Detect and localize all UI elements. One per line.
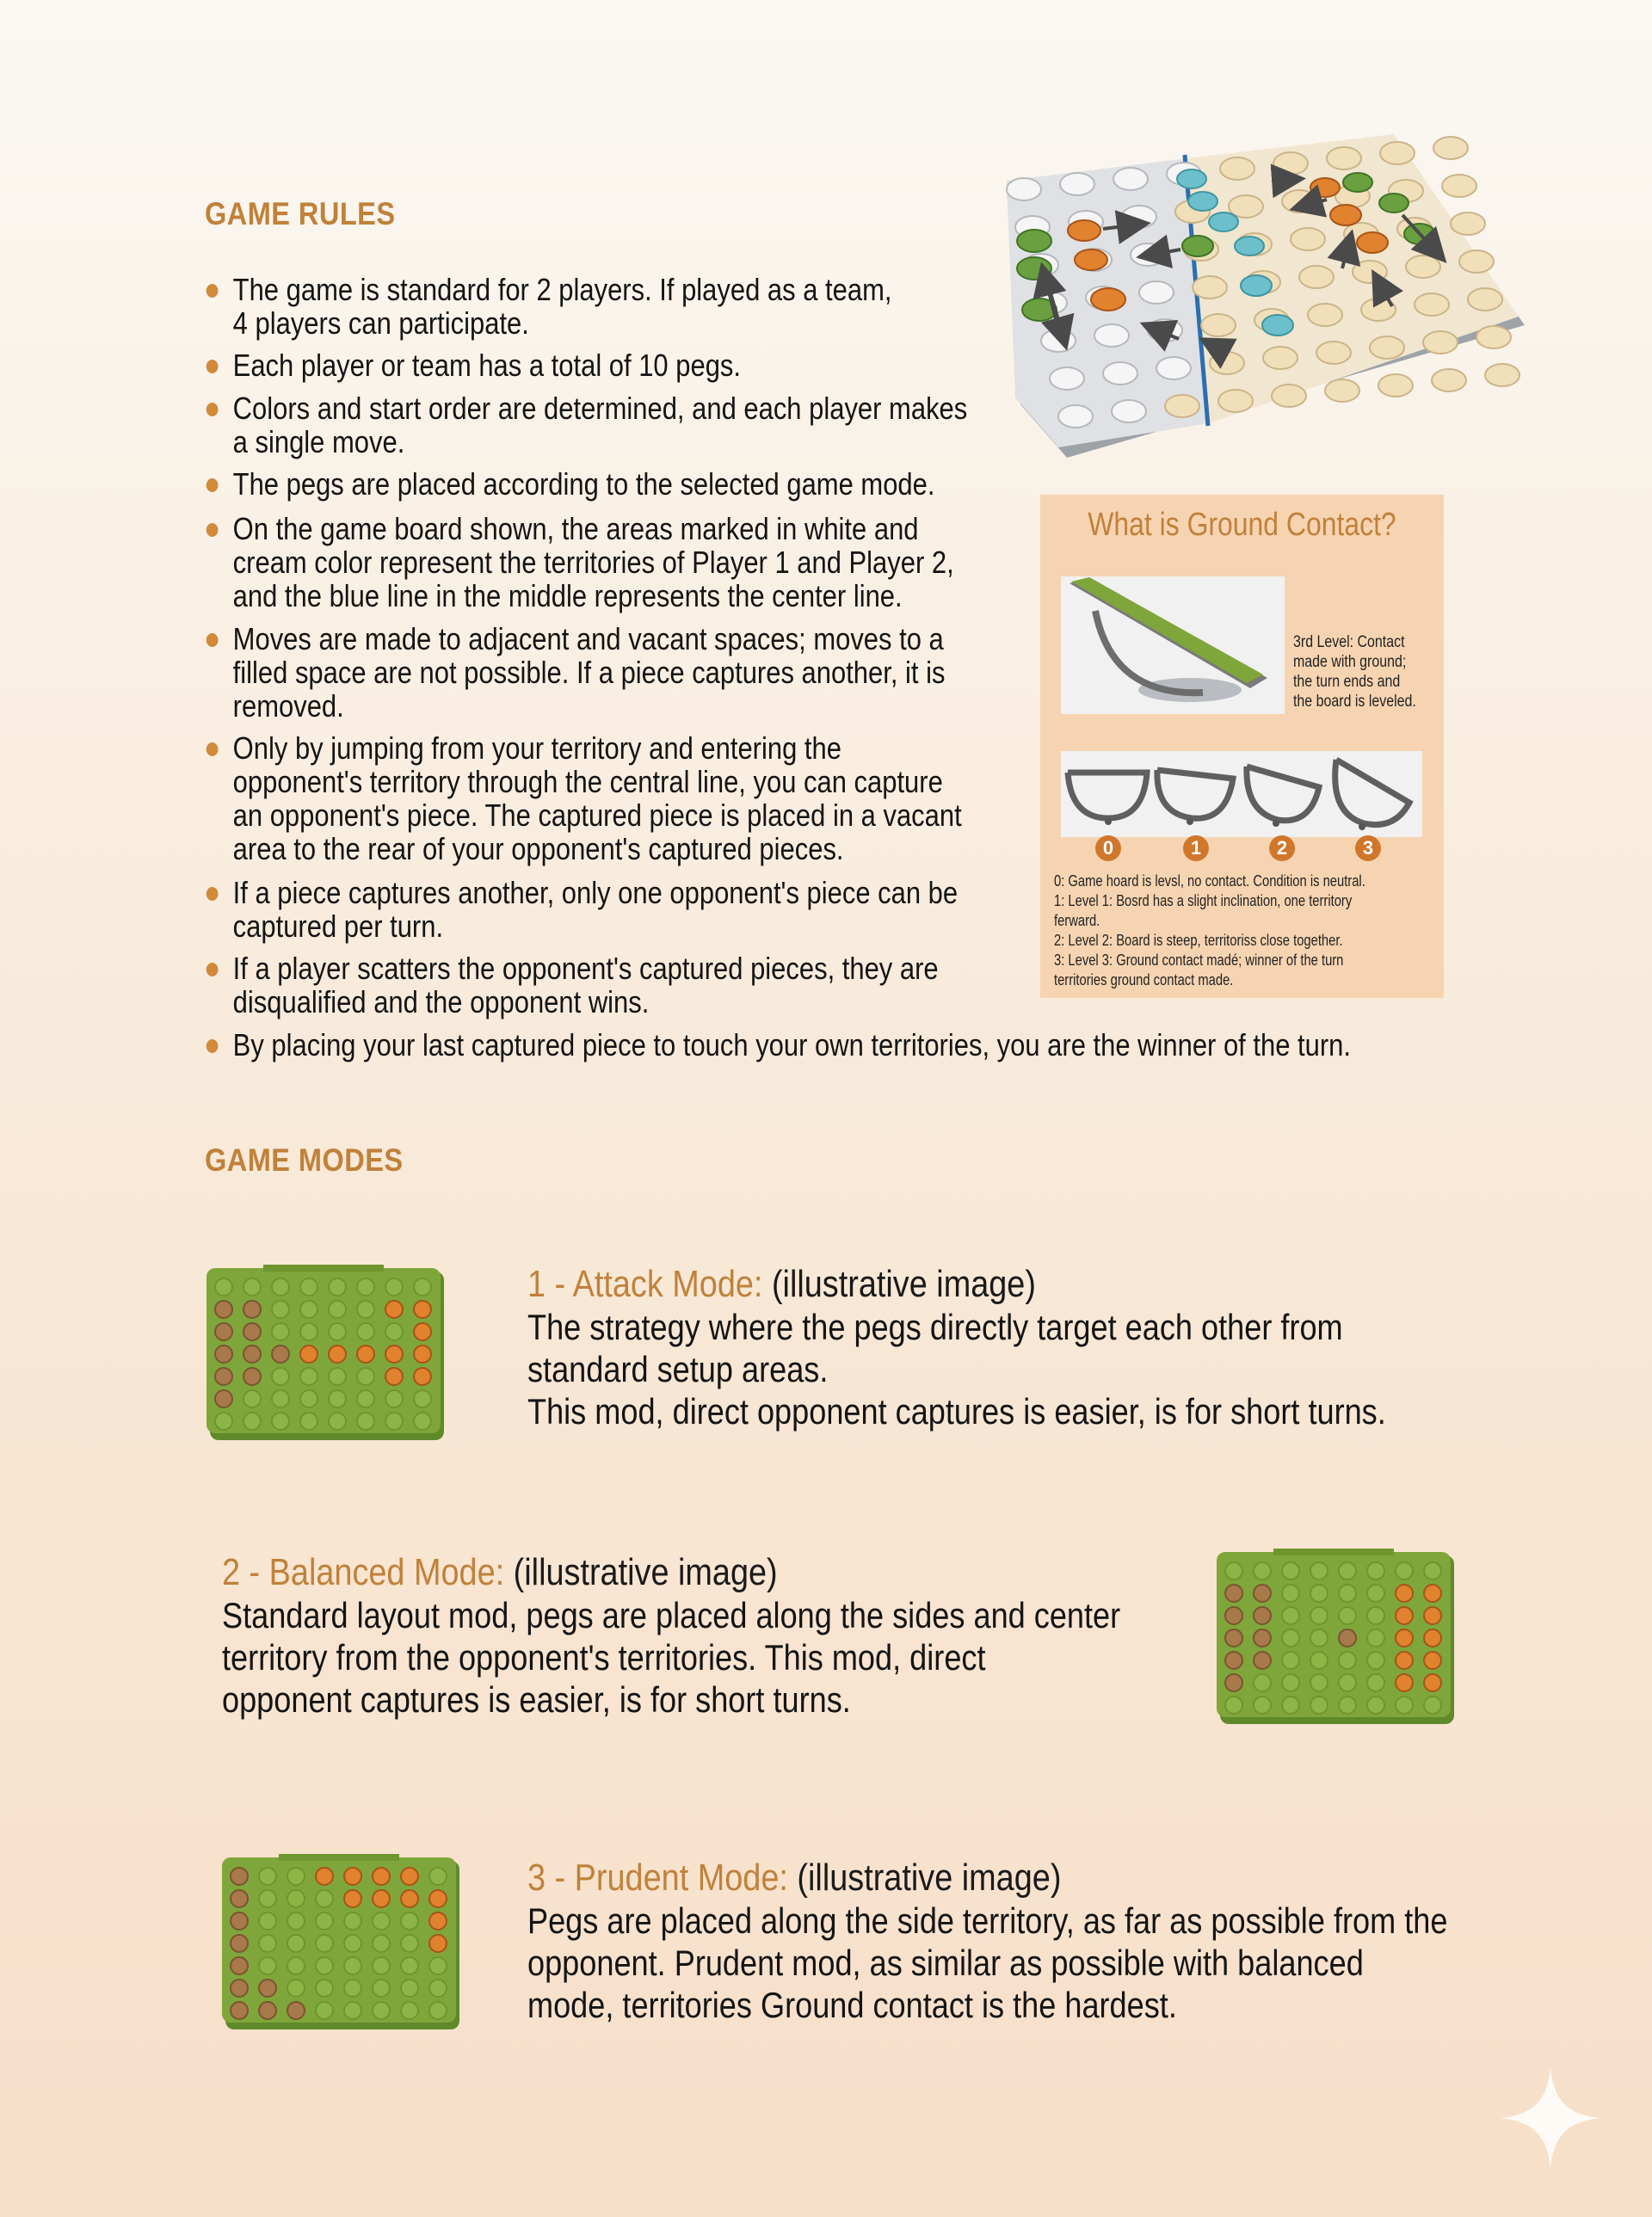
board-hole: [1442, 175, 1476, 197]
brown-peg: [1254, 1652, 1271, 1669]
board-hole: [1282, 1585, 1299, 1602]
board-hole: [1415, 293, 1449, 316]
attack-mode-description: The strategy where the pegs directly target each other from standard setup areas. This mod, direct opponent captures is easier, is for short turns.: [527, 1307, 1386, 1432]
brown-peg: [1225, 1585, 1242, 1602]
board-hole: [1282, 1652, 1299, 1669]
rule-item: [205, 1028, 1351, 1062]
rule-item: [205, 731, 962, 865]
orange-peg: [401, 1890, 418, 1907]
bullet-dot-icon: [206, 360, 219, 373]
sparkle-icon: [1499, 2066, 1602, 2170]
board-hole: [272, 1301, 289, 1318]
rule-item: [205, 467, 934, 501]
board-hole: [1254, 1674, 1271, 1691]
bullet-dot-icon: [206, 523, 219, 537]
orange-peg: [401, 1868, 418, 1885]
orange-peg: [429, 1890, 447, 1907]
board-hole: [1103, 362, 1137, 385]
brown-peg: [231, 1868, 248, 1885]
board-hole: [357, 1368, 374, 1385]
balanced-mode-board: [1213, 1549, 1461, 1729]
brown-peg: [1254, 1585, 1271, 1602]
board-notch: [263, 1265, 384, 1272]
board-hole: [1367, 1562, 1384, 1580]
brown-peg: [1225, 1652, 1242, 1669]
board-hole: [357, 1323, 374, 1340]
board-hole: [1339, 1652, 1356, 1669]
note-level-1: 1: Level 1: Bosrd has a slight inclination, one territory ferward.: [1054, 892, 1353, 929]
board-hole: [1310, 1652, 1328, 1669]
board-hole: [243, 1278, 261, 1296]
brown-peg: [259, 1980, 276, 1997]
board-hole: [1316, 342, 1351, 364]
board-hole: [272, 1390, 289, 1407]
board-hole: [287, 1935, 305, 1952]
board-hole: [316, 1912, 333, 1930]
board-hole: [259, 1912, 276, 1930]
bullet-dot-icon: [206, 742, 219, 756]
board-hole: [1310, 1585, 1328, 1602]
board-hole: [259, 1935, 276, 1952]
board-hole: [373, 2002, 390, 2019]
brown-peg: [1254, 1607, 1271, 1624]
board-hole: [300, 1323, 317, 1340]
brown-peg: [243, 1323, 261, 1340]
board-hole: [1139, 281, 1174, 304]
rules-title: GAME RULES: [205, 196, 396, 231]
board-hole: [401, 2002, 418, 2019]
rule-text: If a player scatters the opponent's captured pieces, they are disqualified and the opponent wins.: [232, 951, 939, 1019]
board-hole: [300, 1301, 317, 1318]
board-hole: [1468, 288, 1502, 311]
board-hole: [1433, 137, 1468, 159]
attack-mode-title: [527, 1263, 1452, 1306]
orange-peg: [1396, 1607, 1413, 1624]
orange-peg: [1424, 1607, 1441, 1624]
board-hole: [316, 1890, 333, 1907]
orange-peg: [1424, 1652, 1441, 1669]
bullet-dot-icon: [206, 963, 219, 976]
board-hole: [329, 1390, 346, 1407]
brown-peg: [287, 2002, 305, 2019]
board-hole: [1225, 1562, 1242, 1580]
board-hole: [1406, 256, 1440, 278]
board-hole: [401, 1980, 418, 1997]
board-hole: [344, 1935, 361, 1952]
board-hole: [429, 1868, 447, 1885]
board-hole: [357, 1413, 374, 1430]
brown-peg: [231, 1912, 248, 1930]
orange-peg: [1396, 1629, 1413, 1647]
orange-peg: [414, 1346, 431, 1363]
board-hole: [401, 1912, 418, 1930]
board-hole: [1396, 1697, 1413, 1714]
orange-peg: [414, 1323, 431, 1340]
board-hole: [1201, 314, 1236, 336]
board-hole: [385, 1390, 403, 1407]
board-hole: [300, 1413, 317, 1430]
rule-text: Colors and start order are determined, and each player makes a single move.: [232, 391, 968, 459]
board-hole: [414, 1278, 431, 1296]
board-surface: [1217, 1552, 1451, 1717]
attack-mode-name: 1 - Attack Mode:: [527, 1263, 763, 1305]
board-hole: [1459, 250, 1494, 273]
rule-text: Only by jumping from your territory and entering the opponent's territory through the central line, you can capture an opponent's piece. The captured piece is placed in a vacant area to the rear of your opponent's captured pieces.: [232, 730, 962, 866]
board-hole: [329, 1323, 346, 1340]
board-hole: [401, 1935, 418, 1952]
balanced-mode-title: [222, 1551, 1147, 1594]
orange-peg: [300, 1346, 317, 1363]
board-hole: [243, 1390, 261, 1407]
orange-peg: [329, 1346, 346, 1363]
board-hole: [344, 1912, 361, 1930]
brown-peg: [259, 2002, 276, 2019]
board-hole: [1254, 1697, 1271, 1714]
board-hole: [373, 1957, 390, 1974]
board-hole: [259, 1957, 276, 1974]
ground-contact-caption: 3rd Level: Contact made with ground; the turn ends and the board is leveled.: [1293, 633, 1416, 711]
board-hole: [1370, 336, 1404, 359]
rule-text: Moves are made to adjacent and vacant spaces; moves to a filled space are not possible. If a piece captures another, it is removed.: [232, 621, 946, 724]
board-hole: [1050, 367, 1084, 390]
orange-peg: [414, 1368, 431, 1385]
board-surface: [206, 1268, 441, 1433]
board-hole: [1325, 379, 1359, 402]
orange-peg: [1424, 1674, 1441, 1691]
board-hole: [329, 1278, 346, 1296]
orange-peg: [1396, 1585, 1413, 1602]
board-hole: [1112, 400, 1146, 422]
board-hole: [385, 1278, 403, 1296]
orange-peg: [357, 1346, 374, 1363]
note-level-2: 2: Level 2: Board is steep, territoriss close together.: [1054, 932, 1343, 949]
board-hole: [300, 1278, 317, 1296]
board-hole: [1339, 1585, 1356, 1602]
board-hole: [429, 2002, 447, 2019]
board-hole: [1156, 357, 1191, 379]
board-hole: [1041, 329, 1076, 352]
orange-peg: [1396, 1652, 1413, 1669]
orange-peg: [385, 1301, 403, 1318]
board-hole: [1339, 1607, 1356, 1624]
brown-peg: [243, 1368, 261, 1385]
board-hole: [1367, 1607, 1384, 1624]
board-hole: [329, 1368, 346, 1385]
board-hole: [1339, 1674, 1356, 1691]
bullet-dot-icon: [206, 284, 219, 298]
board-hole: [1432, 369, 1466, 391]
board-hole: [344, 1980, 361, 1997]
rule-item: [205, 622, 945, 723]
ground-contact-notes: [1054, 871, 1435, 990]
board-hole: [287, 1912, 305, 1930]
brown-peg: [231, 1957, 248, 1974]
brown-peg: [1339, 1629, 1356, 1647]
bullet-dot-icon: [206, 633, 219, 647]
brown-peg: [231, 1980, 248, 1997]
rule-text: By placing your last captured piece to touch your own territories, you are the winner of the turn.: [232, 1027, 1351, 1062]
tilted-board-illustration: [1061, 576, 1285, 714]
board-hole: [1367, 1585, 1384, 1602]
board-hole: [287, 1980, 305, 1997]
brown-peg: [272, 1346, 289, 1363]
rule-item: [205, 951, 939, 1019]
board-hole: [1282, 1697, 1299, 1714]
brown-peg: [215, 1346, 232, 1363]
modes-title: GAME MODES: [205, 1142, 404, 1178]
orange-peg: [373, 1868, 390, 1885]
board-notch: [1273, 1549, 1394, 1555]
rule-text: If a piece captures another, only one opponent's piece can be captured per turn.: [232, 875, 959, 944]
rule-item: [205, 273, 891, 340]
level-3-badge: 3: [1355, 835, 1381, 861]
board-hole: [373, 1935, 390, 1952]
rule-text: The game is standard for 2 players. If played as a team, 4 players can participate.: [232, 272, 892, 341]
board-hole: [385, 1413, 403, 1430]
brown-peg: [215, 1323, 232, 1340]
board-hole: [1273, 152, 1308, 175]
rule-item: [205, 391, 967, 459]
board-hole: [1291, 228, 1325, 250]
board-hole: [1282, 1629, 1299, 1647]
board-hole: [316, 2002, 333, 2019]
orange-peg: [429, 1935, 447, 1952]
board-hole: [1327, 147, 1361, 169]
board-hole: [300, 1368, 317, 1385]
board-hole: [1424, 1697, 1441, 1714]
orange-peg: [344, 1868, 361, 1885]
board-hole: [1367, 1674, 1384, 1691]
board-hole: [1310, 1697, 1328, 1714]
board-hole: [272, 1323, 289, 1340]
board-surface: [222, 1857, 456, 2023]
board-hole: [272, 1413, 289, 1430]
level-0-badge: 0: [1095, 835, 1121, 861]
orange-peg: [373, 1890, 390, 1907]
board-hole: [1310, 1562, 1328, 1580]
board-hole: [373, 1912, 390, 1930]
board-hole: [373, 1980, 390, 1997]
board-hole: [287, 1890, 305, 1907]
prudent-mode-title: [527, 1857, 1452, 1900]
orange-peg: [385, 1346, 403, 1363]
prudent-mode-text: [527, 1857, 1452, 2026]
board-hole: [1094, 324, 1129, 347]
board-hole: [414, 1390, 431, 1407]
ground-contact-panel: [1040, 495, 1444, 998]
board-hole: [272, 1278, 289, 1296]
board-hole: [1210, 352, 1244, 374]
board-hole: [259, 1890, 276, 1907]
board-hole: [1353, 261, 1387, 283]
brown-peg: [215, 1301, 232, 1318]
rule-text: The pegs are placed according to the selected game mode.: [232, 466, 935, 502]
balanced-mode-text: [222, 1551, 1147, 1721]
rule-text: Each player or team has a total of 10 pegs.: [232, 348, 742, 383]
bullet-dot-icon: [206, 887, 219, 901]
board-hole: [1378, 374, 1413, 397]
board-hole: [344, 1957, 361, 1974]
brown-peg: [231, 1890, 248, 1907]
board-hole: [316, 1980, 333, 1997]
board-hole: [1254, 1562, 1271, 1580]
prudent-mode-note: (illustrative image): [787, 1857, 1062, 1899]
board-hole: [1299, 266, 1334, 288]
attack-mode-board: [203, 1265, 451, 1445]
board-hole: [1113, 168, 1148, 190]
rule-item: [205, 348, 741, 382]
board-hole: [357, 1301, 374, 1318]
board-hole: [414, 1413, 431, 1430]
bullet-dot-icon: [206, 478, 219, 492]
brown-peg: [1254, 1629, 1271, 1647]
ground-contact-title: What is Ground Contact?: [1088, 507, 1396, 543]
balanced-mode-name: 2 - Balanced Mode:: [222, 1551, 505, 1593]
board-hole: [316, 1935, 333, 1952]
board-hole: [316, 1957, 333, 1974]
tilt-levels-illustration: [1061, 751, 1422, 837]
board-hole: [401, 1957, 418, 1974]
board-hole: [1263, 347, 1298, 369]
board-hole: [1310, 1607, 1328, 1624]
board-hole: [1282, 1607, 1299, 1624]
brown-peg: [1225, 1674, 1242, 1691]
orange-peg: [429, 1912, 447, 1930]
game-board-illustration: [998, 129, 1532, 465]
board-hole: [1165, 395, 1199, 417]
board-hole: [1060, 173, 1094, 195]
orange-peg: [344, 1890, 361, 1907]
level-1-badge: 1: [1183, 835, 1209, 861]
board-hole: [1310, 1629, 1328, 1647]
board-hole: [329, 1301, 346, 1318]
brown-peg: [1225, 1607, 1242, 1624]
board-hole: [1282, 1562, 1299, 1580]
board-hole: [1423, 331, 1458, 354]
brown-peg: [231, 2002, 248, 2019]
orange-peg: [1424, 1585, 1441, 1602]
board-hole: [1339, 1697, 1356, 1714]
balanced-mode-note: (illustrative image): [504, 1551, 778, 1593]
bullet-dot-icon: [206, 403, 219, 416]
board-hole: [215, 1413, 232, 1430]
rule-text: On the game board shown, the areas marked in white and cream color represent the territories of Player 1 and Player 2, and the blue line in the middle represents the center line.: [232, 511, 954, 613]
brown-peg: [243, 1346, 261, 1363]
level-2-badge: 2: [1269, 835, 1295, 861]
brown-peg: [215, 1368, 232, 1385]
board-hole: [243, 1413, 261, 1430]
board-hole: [1310, 1674, 1328, 1691]
prudent-mode-description: Pegs are placed along the side territory, as far as possible from the opponent. Prudent mod, as similar as possible with balanced mode, territories Ground contact is the hardest.: [527, 1900, 1448, 2025]
board-hole: [1007, 178, 1041, 200]
board-hole: [1367, 1652, 1384, 1669]
board-hole: [429, 1957, 447, 1974]
attack-mode-note: (illustrative image): [762, 1263, 1036, 1305]
board-hole: [344, 2002, 361, 2019]
board-hole: [1272, 385, 1306, 407]
board-hole: [1225, 1697, 1242, 1714]
board-hole: [1380, 142, 1415, 164]
board-hole: [357, 1278, 374, 1296]
board-hole: [1220, 157, 1254, 180]
board-hole: [1476, 326, 1511, 348]
board-hole: [385, 1323, 403, 1340]
board-hole: [1282, 1674, 1299, 1691]
orange-peg: [385, 1368, 403, 1385]
orange-peg: [1424, 1629, 1441, 1647]
note-level-3: 3: Level 3: Ground contact madé; winner of the turn territories ground contact made.: [1054, 951, 1344, 988]
board-hole: [1485, 364, 1519, 386]
board-hole: [300, 1390, 317, 1407]
board-hole: [1451, 212, 1485, 235]
board-hole: [1218, 390, 1253, 412]
board-hole: [1367, 1629, 1384, 1647]
board-hole: [272, 1368, 289, 1385]
board-hole: [287, 1957, 305, 1974]
board-hole: [357, 1390, 374, 1407]
brown-peg: [231, 1935, 248, 1952]
orange-peg: [316, 1868, 333, 1885]
rule-item: [205, 512, 954, 613]
prudent-mode-name: 3 - Prudent Mode:: [527, 1857, 788, 1899]
prudent-mode-board: [219, 1854, 466, 2035]
brown-peg: [215, 1390, 232, 1407]
board-hole: [1058, 405, 1093, 428]
orange-peg: [1396, 1674, 1413, 1691]
note-level-0: 0: Game hoard is levsl, no contact. Condition is neutral.: [1054, 872, 1365, 890]
bullet-dot-icon: [206, 1039, 219, 1053]
board-hole: [1339, 1562, 1356, 1580]
board-hole: [329, 1413, 346, 1430]
board-hole: [259, 1868, 276, 1885]
board-hole: [287, 1868, 305, 1885]
balanced-mode-description: Standard layout mod, pegs are placed along the sides and center territory from the opponent's territories. This mod, direct opponent captures is easier, is for short turns.: [222, 1595, 1121, 1720]
brown-peg: [1225, 1629, 1242, 1647]
board-hole: [215, 1278, 232, 1296]
attack-mode-text: [527, 1263, 1452, 1432]
board-notch: [279, 1854, 399, 1861]
board-hole: [429, 1980, 447, 1997]
board-hole: [1308, 304, 1342, 326]
board-hole: [1282, 190, 1316, 212]
brown-peg: [243, 1301, 261, 1318]
board-hole: [1396, 1562, 1413, 1580]
board-hole: [1193, 276, 1227, 299]
board-hole: [1367, 1697, 1384, 1714]
rule-item: [205, 876, 958, 943]
board-hole: [1424, 1562, 1441, 1580]
orange-peg: [414, 1301, 431, 1318]
